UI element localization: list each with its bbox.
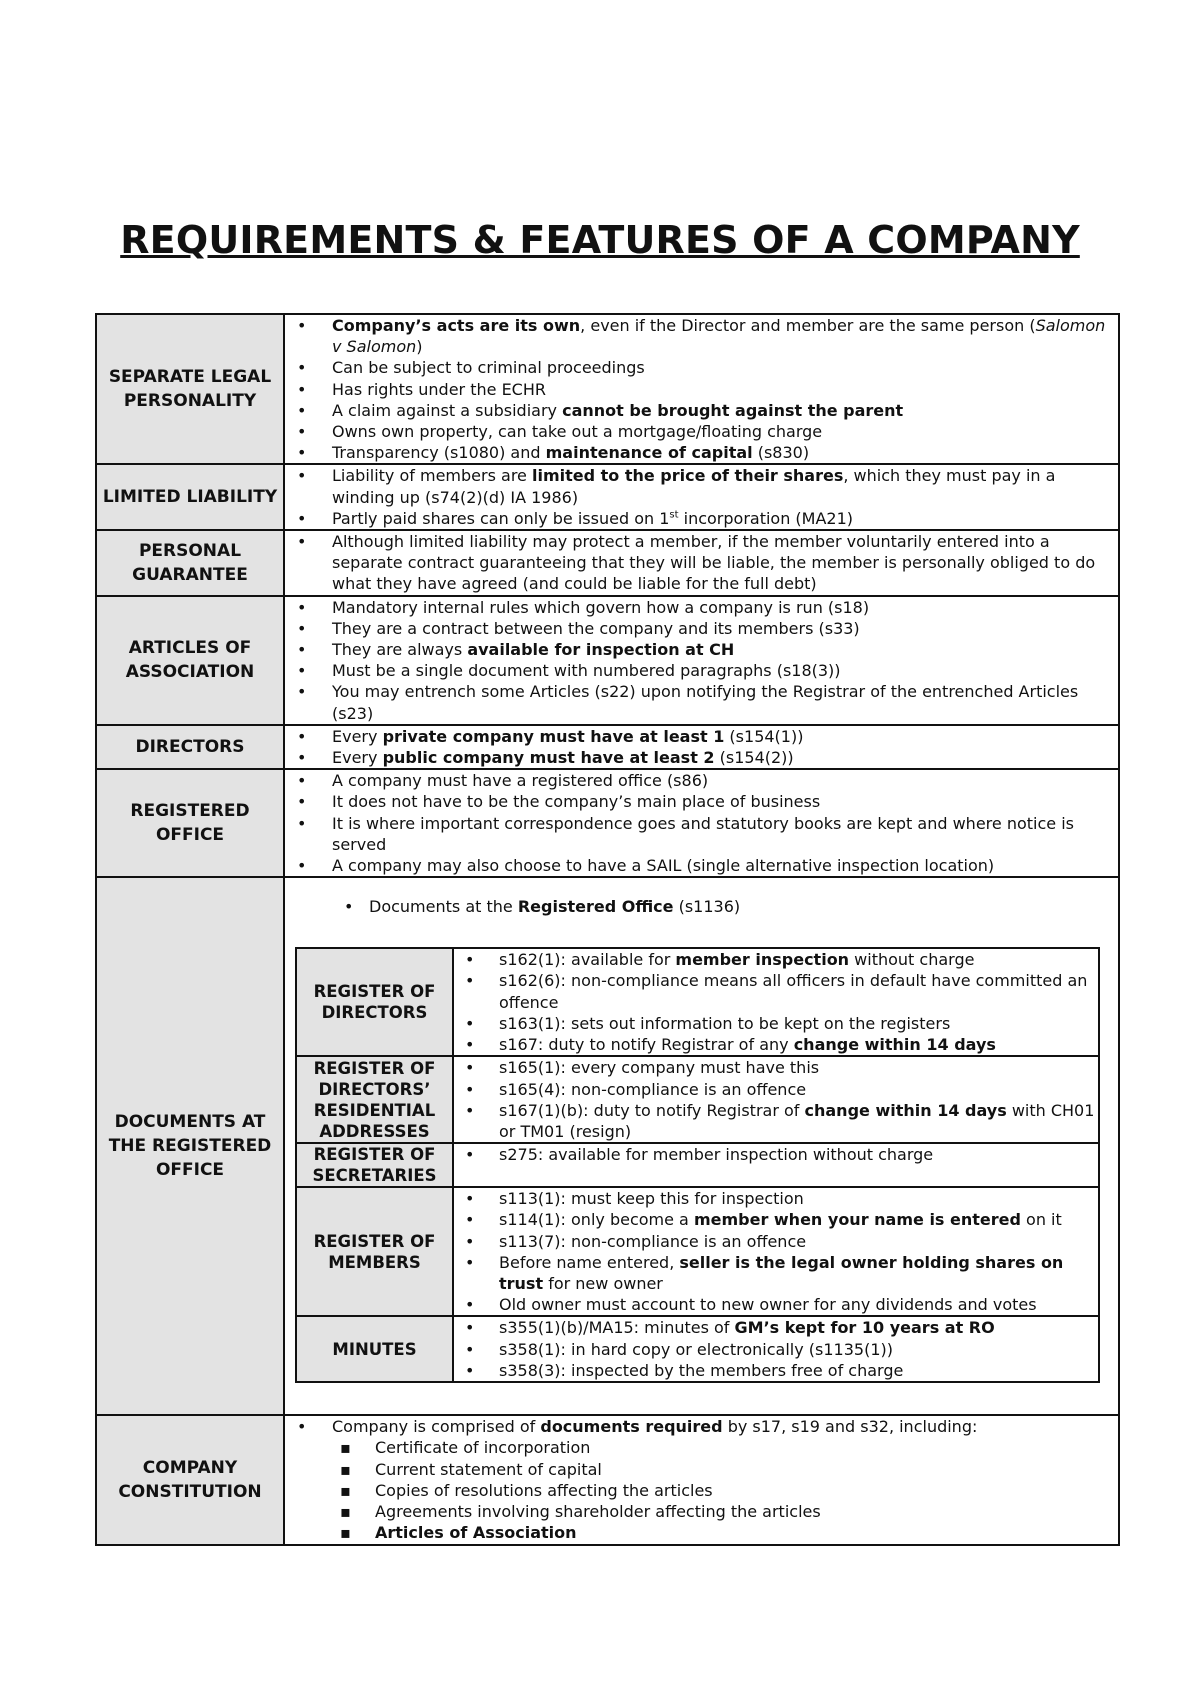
section-content bbox=[284, 725, 1119, 769]
register-content bbox=[453, 1187, 1099, 1316]
register-row-secretaries bbox=[296, 1143, 1099, 1187]
list-item: • s167(1)(b): duty to notify Registrar of change within 14 days with CH01 or TM01 (resign) bbox=[499, 1100, 1098, 1142]
list-item: • s355(1)(b)/MA15: minutes of GM’s kept for 10 years at RO bbox=[499, 1317, 1098, 1338]
section-heading: DOCUMENTS AT THE REGISTERED OFFICE bbox=[96, 877, 284, 1415]
square-bullet-list bbox=[285, 1437, 1118, 1543]
section-row-articles-of-association bbox=[96, 596, 1119, 725]
list-item: ▪ Current statement of capital bbox=[375, 1459, 1118, 1480]
bullet-list bbox=[285, 770, 1118, 876]
register-content bbox=[453, 1143, 1099, 1187]
register-heading: REGISTER OF MEMBERS bbox=[296, 1187, 453, 1316]
section-heading: COMPANY CONSTITUTION bbox=[96, 1415, 284, 1544]
bullet-list bbox=[285, 726, 1118, 768]
list-item: • A claim against a subsidiary cannot be brought against the parent bbox=[332, 400, 1118, 421]
register-row-minutes bbox=[296, 1316, 1099, 1382]
list-item: • Must be a single document with numbered paragraphs (s18(3)) bbox=[332, 660, 1118, 681]
list-item: • You may entrench some Articles (s22) upon notifying the Registrar of the entrenched Articles (s23) bbox=[332, 681, 1118, 723]
section-content bbox=[284, 596, 1119, 725]
bullet-list bbox=[285, 1416, 1118, 1437]
section-heading: SEPARATE LEGAL PERSONALITY bbox=[96, 314, 284, 464]
section-row-documents-at-registered-office bbox=[96, 877, 1119, 1415]
bullet-list bbox=[454, 1188, 1098, 1315]
register-row-directors bbox=[296, 948, 1099, 1056]
section-content bbox=[284, 464, 1119, 530]
section-row-company-constitution bbox=[96, 1415, 1119, 1544]
list-item: • It does not have to be the company’s main place of business bbox=[332, 791, 1118, 812]
section-row-directors bbox=[96, 725, 1119, 769]
section-content bbox=[284, 1415, 1119, 1544]
list-item: • It is where important correspondence goes and statutory books are kept and where notice is served bbox=[332, 813, 1118, 855]
bullet-list bbox=[454, 1144, 1098, 1165]
register-heading: REGISTER OF SECRETARIES bbox=[296, 1143, 453, 1187]
list-item: • s167: duty to notify Registrar of any change within 14 days bbox=[499, 1034, 1098, 1055]
list-item: • s114(1): only become a member when your name is entered on it bbox=[499, 1209, 1098, 1230]
bullet-list bbox=[285, 465, 1118, 529]
bullet-list bbox=[285, 597, 1118, 724]
section-heading: DIRECTORS bbox=[96, 725, 284, 769]
bullet-list bbox=[285, 315, 1118, 463]
list-item: • They are a contract between the company and its members (s33) bbox=[332, 618, 1118, 639]
documents-intro bbox=[285, 896, 1118, 917]
section-row-limited-liability bbox=[96, 464, 1119, 530]
list-item: • Although limited liability may protect a member, if the member voluntarily entered into a separate contract guaranteeing that they will be liable, the member is personally obliged to do what they have agreed (and could be liable for the full debt) bbox=[332, 531, 1118, 595]
section-content bbox=[284, 769, 1119, 877]
section-content bbox=[284, 314, 1119, 464]
section-heading: LIMITED LIABILITY bbox=[96, 464, 284, 530]
list-item: ▪ Articles of Association bbox=[375, 1522, 1118, 1543]
list-item: • Before name entered, seller is the legal owner holding shares on trust for new owner bbox=[499, 1252, 1098, 1294]
section-row-personal-guarantee bbox=[96, 530, 1119, 596]
bullet-list bbox=[454, 1057, 1098, 1142]
list-item: • s358(3): inspected by the members free of charge bbox=[499, 1360, 1098, 1381]
list-item: • Documents at the Registered Office (s1136) bbox=[369, 896, 1118, 917]
list-item: • Owns own property, can take out a mortgage/floating charge bbox=[332, 421, 1118, 442]
list-item: • Can be subject to criminal proceedings bbox=[332, 357, 1118, 378]
list-item: • s165(4): non-compliance is an offence bbox=[499, 1079, 1098, 1100]
section-heading: PERSONAL GUARANTEE bbox=[96, 530, 284, 596]
list-item: • s113(1): must keep this for inspection bbox=[499, 1188, 1098, 1209]
register-row-residential-addresses bbox=[296, 1056, 1099, 1143]
list-item: • s358(1): in hard copy or electronically (s1135(1)) bbox=[499, 1339, 1098, 1360]
section-row-registered-office bbox=[96, 769, 1119, 877]
list-item: • Company’s acts are its own, even if the Director and member are the same person (Salomon v Salomon) bbox=[332, 315, 1118, 357]
register-heading: MINUTES bbox=[296, 1316, 453, 1382]
list-item: • s165(1): every company must have this bbox=[499, 1057, 1098, 1078]
list-item: • s163(1): sets out information to be kept on the registers bbox=[499, 1013, 1098, 1034]
list-item: • Company is comprised of documents required by s17, s19 and s32, including: bbox=[332, 1416, 1118, 1437]
section-row-separate-legal-personality bbox=[96, 314, 1119, 464]
list-item: • Has rights under the ECHR bbox=[332, 379, 1118, 400]
register-heading: REGISTER OF DIRECTORS’ RESIDENTIAL ADDRESSES bbox=[296, 1056, 453, 1143]
list-item: • Old owner must account to new owner for any dividends and votes bbox=[499, 1294, 1098, 1315]
register-content bbox=[453, 1316, 1099, 1382]
list-item: • A company must have a registered office (s86) bbox=[332, 770, 1118, 791]
list-item: • s113(7): non-compliance is an offence bbox=[499, 1231, 1098, 1252]
register-row-members bbox=[296, 1187, 1099, 1316]
list-item: • Every private company must have at least 1 (s154(1)) bbox=[332, 726, 1118, 747]
list-item: • s275: available for member inspection without charge bbox=[499, 1144, 1098, 1165]
list-item: ▪ Certificate of incorporation bbox=[375, 1437, 1118, 1458]
register-content bbox=[453, 1056, 1099, 1143]
list-item: • Partly paid shares can only be issued on 1st incorporation (MA21) bbox=[332, 508, 1118, 529]
page-title: REQUIREMENTS & FEATURES OF A COMPANY bbox=[120, 218, 1080, 262]
list-item: ▪ Copies of resolutions affecting the articles bbox=[375, 1480, 1118, 1501]
section-heading: ARTICLES OF ASSOCIATION bbox=[96, 596, 284, 725]
list-item: • A company may also choose to have a SAIL (single alternative inspection location) bbox=[332, 855, 1118, 876]
register-heading: REGISTER OF DIRECTORS bbox=[296, 948, 453, 1056]
list-item: • Transparency (s1080) and maintenance of capital (s830) bbox=[332, 442, 1118, 463]
list-item: ▪ Agreements involving shareholder affecting the articles bbox=[375, 1501, 1118, 1522]
list-item: • s162(6): non-compliance means all officers in default have committed an offence bbox=[499, 970, 1098, 1012]
register-content bbox=[453, 948, 1099, 1056]
list-item: • Liability of members are limited to the price of their shares, which they must pay in a winding up (s74(2)(d) IA 1986) bbox=[332, 465, 1118, 507]
section-content bbox=[284, 530, 1119, 596]
section-heading: REGISTERED OFFICE bbox=[96, 769, 284, 877]
registers-table bbox=[295, 947, 1100, 1383]
list-item: • Every public company must have at least 2 (s154(2)) bbox=[332, 747, 1118, 768]
list-item: • They are always available for inspection at CH bbox=[332, 639, 1118, 660]
section-content bbox=[284, 877, 1119, 1415]
bullet-list bbox=[454, 949, 1098, 1055]
bullet-list bbox=[285, 531, 1118, 595]
requirements-table bbox=[95, 313, 1120, 1546]
bullet-list bbox=[454, 1317, 1098, 1381]
list-item: • s162(1): available for member inspection without charge bbox=[499, 949, 1098, 970]
list-item: • Mandatory internal rules which govern how a company is run (s18) bbox=[332, 597, 1118, 618]
